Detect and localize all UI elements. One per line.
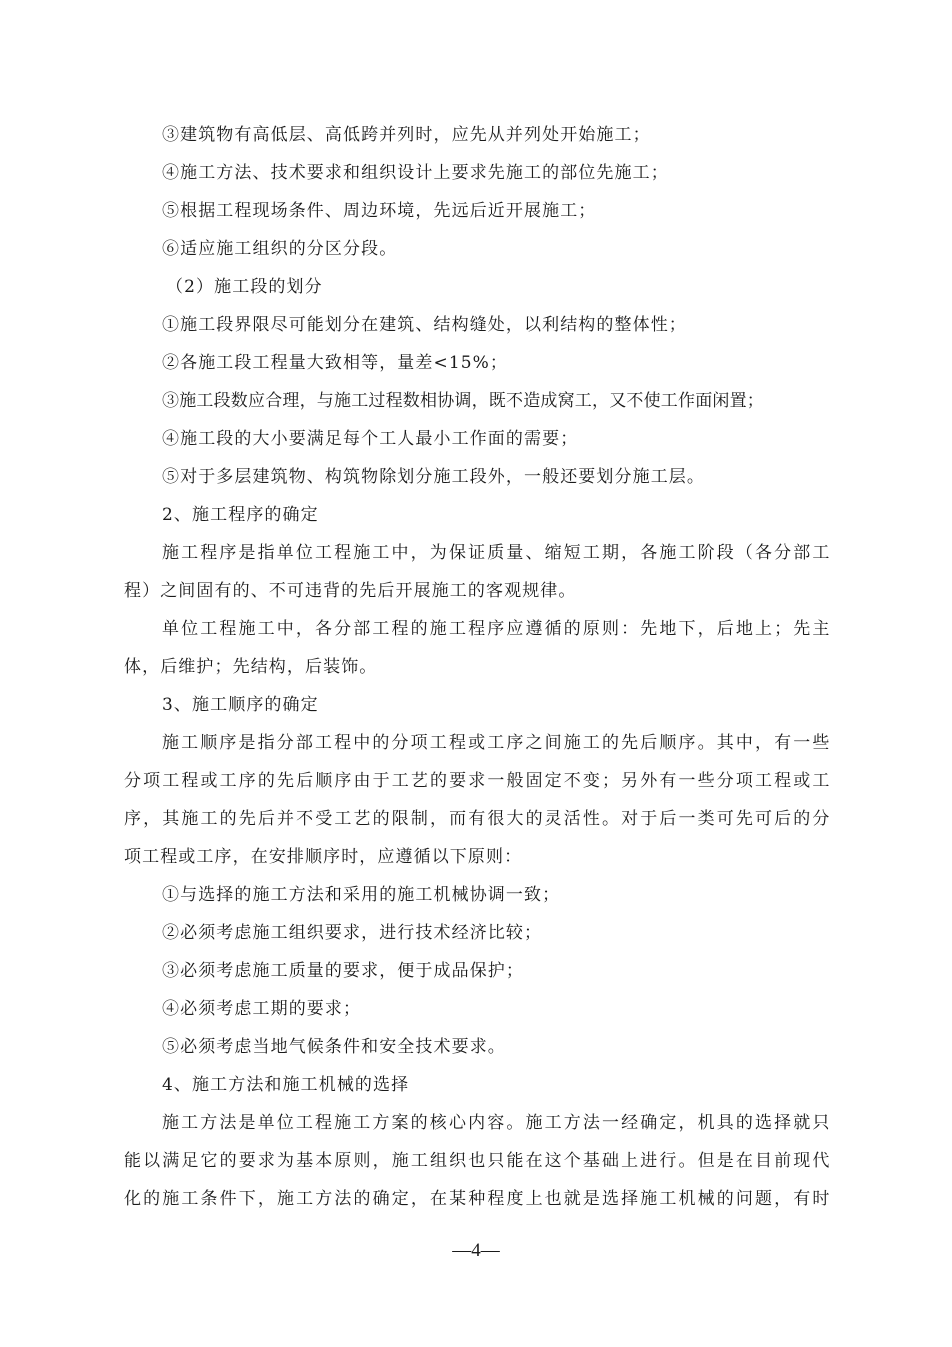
list-item: ⑥适应施工组织的分区分段。 (162, 239, 398, 259)
page-number: —4— (452, 1240, 500, 1261)
list-item: ①施工段界限尽可能划分在建筑、结构缝处，以利结构的整体性； (162, 315, 687, 335)
list-item: ⑤根据工程现场条件、周边环境，先远后近开展施工； (162, 201, 597, 221)
paragraph-line: 序，其施工的先后并不受工艺的限制，而有很大的灵活性。对于后一类可先可后的分 (124, 809, 830, 829)
paragraph-line: 施工程序是指单位工程施工中，为保证质量、缩短工期，各施工阶段（各分部工 (162, 543, 830, 563)
section-heading: 2、施工程序的确定 (162, 505, 319, 525)
list-item: ④必须考虑工期的要求； (162, 999, 362, 1019)
section-heading: 3、施工顺序的确定 (162, 695, 319, 715)
paragraph-line: 体，后维护；先结构，后装饰。 (124, 657, 378, 677)
list-item: ③施工段数应合理，与施工过程数相协调，既不造成窝工，又不使工作面闲置； (162, 391, 764, 411)
list-item: ②必须考虑施工组织要求，进行技术经济比较； (162, 923, 543, 943)
paragraph-line: 施工方法是单位工程施工方案的核心内容。施工方法一经确定，机具的选择就只 (162, 1113, 830, 1133)
paragraph-line: 项工程或工序，在安排顺序时，应遵循以下原则： (124, 847, 523, 867)
list-item: ③必须考虑施工质量的要求，便于成品保护； (162, 961, 524, 981)
paragraph-line: 分项工程或工序的先后顺序由于工艺的要求一般固定不变；另外有一些分项工程或工 (124, 771, 830, 791)
paragraph-line: 化的施工条件下，施工方法的确定，在某种程度上也就是选择施工机械的问题，有时 (124, 1189, 830, 1209)
list-item: ①与选择的施工方法和采用的施工机械协调一致； (162, 885, 561, 905)
subsection-heading: （2）施工段的划分 (166, 277, 323, 297)
list-item: ④施工方法、技术要求和组织设计上要求先施工的部位先施工； (162, 163, 669, 183)
paragraph-line: 能以满足它的要求为基本原则，施工组织也只能在这个基础上进行。但是在目前现代 (124, 1151, 830, 1171)
list-item: ③建筑物有高低层、高低跨并列时，应先从并列处开始施工； (162, 125, 651, 145)
paragraph-line: 单位工程施工中，各分部工程的施工程序应遵循的原则：先地下，后地上；先主 (162, 619, 830, 639)
paragraph-line: 施工顺序是指分部工程中的分项工程或工序之间施工的先后顺序。其中，有一些 (162, 733, 830, 753)
paragraph-line: 程）之间固有的、不可违背的先后开展施工的客观规律。 (124, 581, 577, 601)
body-text (124, 116, 830, 1218)
section-heading: 4、施工方法和施工机械的选择 (162, 1075, 410, 1095)
list-item: ②各施工段工程量大致相等，量差<15%； (162, 353, 509, 373)
list-item: ⑤对于多层建筑物、构筑物除划分施工段外，一般还要划分施工层。 (162, 467, 705, 487)
list-item: ④施工段的大小要满足每个工人最小工作面的需要； (162, 429, 579, 449)
list-item: ⑤必须考虑当地气候条件和安全技术要求。 (162, 1037, 506, 1057)
